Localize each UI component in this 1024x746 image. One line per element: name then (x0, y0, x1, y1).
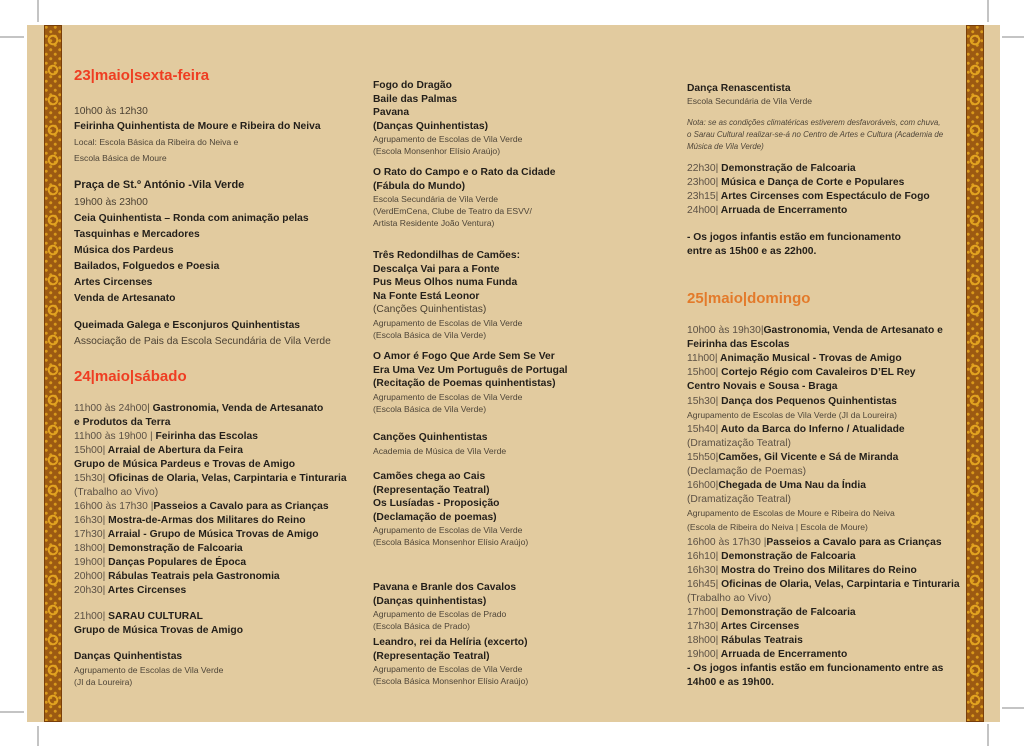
schedule-time: 19h00| (687, 649, 719, 661)
time-range: 10h00 às 12h30 (74, 106, 148, 117)
schedule-row (687, 592, 771, 605)
performance-genre: (Canções Quinhentistas) (373, 304, 487, 315)
schedule-row (687, 380, 838, 393)
schedule-row (74, 500, 329, 513)
schedule-row (687, 324, 943, 337)
event-title: Dança Renascentista (687, 83, 791, 94)
performance-organizer: (Escola Básica de Vila Verde) (373, 329, 487, 340)
brochure-page (27, 25, 1000, 722)
performance-title: (Declamação de poemas) (373, 511, 497, 523)
schedule-row (687, 190, 930, 203)
schedule-organizer (687, 409, 897, 422)
event-title: Danças Quinhentistas (74, 651, 183, 662)
schedule-row (687, 564, 917, 577)
performance-organizer: Agrupamento de Escolas de Vila Verde (373, 134, 523, 144)
schedule-text: Animação Musical - Trovas de Amigo (717, 353, 902, 365)
performance-organizer: (VerdEmCena, Clube de Teatro da ESVV/ (373, 206, 532, 216)
schedule-row (687, 634, 803, 647)
schedule-time: 11h00| (687, 353, 718, 365)
schedule-text: e Produtos da Terra (74, 417, 171, 428)
schedule-text: Danças Populares de Época (105, 557, 247, 568)
schedule-row (687, 451, 898, 464)
event-organizer: Agrupamento de Escolas de Vila Verde (74, 665, 224, 675)
program-item: Ceia Quinhentista – Ronda com animação pelas (74, 213, 309, 224)
schedule-time: 17h30| (687, 621, 719, 633)
games-note: entre as 15h00 e as 22h00. (687, 246, 817, 257)
schedule-row (687, 479, 866, 492)
schedule-time: 18h00| (74, 543, 106, 554)
program-item: Artes Circenses (74, 277, 153, 288)
schedule-row (74, 584, 186, 597)
schedule-row (74, 570, 280, 583)
schedule-text: Arraial - Grupo de Música Trovas de Amigo (105, 529, 319, 540)
schedule-time: (Dramatização Teatral) (687, 494, 791, 506)
schedule-text: Centro Novais e Sousa - Braga (687, 381, 838, 393)
schedule-time: 15h40| (687, 423, 719, 435)
weather-note: Nota: se as condições climatéricas estiverem desfavoráveis, com chuva, (687, 118, 941, 127)
schedule-time: 16h00 às 17h30 | (74, 501, 154, 512)
schedule-time: 16h10| (687, 550, 719, 562)
place-heading: Praça de St.º António -Vila Verde (74, 179, 245, 191)
program-item: Música dos Pardeus (74, 245, 174, 256)
performance-title: Descalça Vai para a Fonte (373, 263, 500, 275)
ornamental-border-left (44, 25, 62, 722)
schedule-text: Passeios a Cavalo para as Crianças (766, 536, 942, 548)
performance-title: (Representação Teatral) (373, 650, 490, 662)
performance-organizer: (Escola Monsenhor Elísio Araújo) (373, 146, 501, 156)
schedule-text: Arruada de Encerramento (718, 205, 848, 216)
schedule-time: 16h45| (687, 578, 719, 590)
schedule-row (687, 648, 847, 661)
crop-mark (0, 711, 24, 713)
games-note: - Os jogos infantis estão em funcionamento entre as (687, 663, 944, 674)
schedule-text: Gastronomia, Venda de Artesanato e (763, 325, 943, 336)
schedule-text: Artes Circenses (105, 585, 187, 596)
schedule-text: Demonstração de Falcoaria (105, 543, 243, 554)
performance-organizer: Agrupamento de Escolas de Vila Verde (373, 525, 523, 535)
schedule-row (74, 486, 158, 499)
performance-organizer: Agrupamento de Escolas de Vila Verde (373, 664, 523, 674)
schedule-text: Auto da Barca do Inferno / Atualidade (718, 423, 905, 435)
crop-mark (37, 0, 39, 22)
schedule-row (687, 578, 960, 591)
performance-title: Três Redondilhas de Camões: (373, 250, 521, 261)
schedule-time: (Trabalho ao Vivo) (687, 592, 772, 604)
schedule-row (687, 620, 799, 633)
day-heading-24-maio: 24|maio|sábado (74, 368, 187, 385)
schedule-time: 15h00| (74, 445, 106, 456)
schedule-time: 22h30| (687, 163, 719, 174)
performance-organizer: Agrupamento de Escolas de Vila Verde (373, 317, 523, 328)
schedule-text: Gastronomia, Venda de Artesanato (149, 403, 324, 414)
crop-mark (1002, 707, 1024, 709)
performance-organizer: Agrupamento de Escolas de Vila Verde (373, 391, 523, 402)
schedule-row (74, 458, 295, 471)
event-title: Queimada Galega e Esconjuros Quinhentistas (74, 320, 301, 331)
sarau-title: SARAU CULTURAL (105, 611, 203, 622)
schedule-organizer (687, 521, 868, 534)
performance-title: Baile das Palmas (373, 93, 458, 105)
weather-note: Música de Vila Verde) (687, 142, 764, 151)
performance-organizer: (Escola Básica de Vila Verde) (373, 403, 487, 414)
organizer-text: Agrupamento de Escolas de Vila Verde (JI da Loureira) (687, 409, 898, 420)
schedule-time: 15h30| (687, 395, 719, 407)
schedule-time: 11h00 às 19h00 | (74, 431, 153, 442)
program-item: Venda de Artesanato (74, 293, 176, 304)
performance-title: (Representação Teatral) (373, 484, 490, 496)
schedule-row (74, 402, 323, 415)
schedule-text: Oficinas de Olaria, Velas, Carpintaria e Tinturaria (105, 473, 347, 484)
performance-organizer: Agrupamento de Escolas de Prado (373, 609, 507, 619)
schedule-text: Mostra-de-Armas dos Militares do Reino (105, 515, 306, 526)
schedule-time: 15h50| (687, 451, 719, 463)
schedule-time: 17h30| (74, 529, 106, 540)
schedule-text: Feirinha das Escolas (152, 431, 258, 442)
performance-title: (Danças Quinhentistas) (373, 120, 489, 132)
organizer-text: Agrupamento de Escolas de Moure e Ribeira do Neiva (687, 508, 895, 519)
schedule-row (687, 465, 806, 478)
schedule-row (74, 514, 306, 527)
time-range: 19h00 às 23h00 (74, 197, 148, 208)
schedule-row (687, 423, 905, 436)
performance-title: Leandro, rei da Helíria (excerto) (373, 637, 528, 648)
performance-title: Pavana e Branle dos Cavalos (373, 582, 517, 593)
performance-title: Os Lusíadas - Proposição (373, 498, 500, 509)
ornamental-border-right (966, 25, 984, 722)
performance-title: Na Fonte Está Leonor (373, 290, 480, 302)
performance-title: (Recitação de Poemas quinhentistas) (373, 378, 556, 389)
schedule-row (74, 472, 347, 485)
schedule-time: 15h30| (74, 473, 106, 484)
program-item: Tasquinhas e Mercadores (74, 229, 200, 240)
schedule-text: Grupo de Música Pardeus e Trovas de Amigo (74, 459, 296, 470)
games-note: - Os jogos infantis estão em funcionamento (687, 232, 901, 243)
schedule-time: 16h00 às 17h30 | (687, 536, 767, 548)
performance-title: O Amor é Fogo Que Arde Sem Se Ver (373, 351, 555, 362)
schedule-text: Artes Circenses (718, 621, 800, 633)
schedule-text: Camões, Gil Vicente e Sá de Miranda (718, 451, 899, 463)
schedule-text: Música e Dança de Corte e Populares (718, 177, 905, 188)
schedule-time: 16h30| (74, 515, 106, 526)
performance-title: Pus Meus Olhos numa Funda (373, 277, 518, 288)
schedule-text: Cortejo Régio com Cavaleiros D’EL Rey (718, 367, 916, 379)
schedule-text: Passeios a Cavalo para as Crianças (153, 501, 329, 512)
schedule-row (687, 493, 791, 506)
schedule-organizer (687, 507, 895, 520)
day-heading-23-maio: 23|maio|sexta-feira (74, 67, 210, 84)
schedule-text: Rábulas Teatrais (718, 635, 803, 647)
schedule-time: 20h00| (74, 571, 106, 582)
schedule-row (74, 444, 243, 457)
schedule-time: 16h30| (687, 564, 719, 576)
day-heading-25-maio: 25|maio|domingo (687, 290, 811, 307)
schedule-row (74, 556, 246, 569)
schedule-text: Demonstração de Falcoaria (718, 163, 856, 174)
performance-organizer: (Escola Básica de Prado) (373, 621, 470, 631)
performance-organizer: Academia de Música de Vila Verde (373, 445, 507, 456)
performance-title: Fogo do Dragão (373, 80, 452, 91)
performance-organizer: (Escola Básica Monsenhor Elísio Araújo) (373, 676, 529, 686)
performance-organizer: Artista Residente João Ventura) (373, 218, 495, 228)
schedule-time: 23h15| (687, 191, 719, 202)
schedule-text: Demonstração de Falcoaria (718, 550, 856, 562)
schedule-row (687, 536, 942, 549)
sarau-time: 21h00| (74, 611, 106, 622)
performance-title: Canções Quinhentistas (373, 432, 488, 443)
schedule-row (687, 550, 856, 563)
crop-mark (987, 724, 989, 746)
schedule-text: Arraial de Abertura da Feira (105, 445, 244, 456)
schedule-text: Dança dos Pequenos Quinhentistas (718, 395, 897, 407)
performance-organizer: (Escola Básica Monsenhor Elísio Araújo) (373, 537, 529, 547)
performance-title: Camões chega ao Cais (373, 471, 486, 482)
schedule-time: 23h00| (687, 177, 719, 188)
program-item: Bailados, Folguedos e Poesia (74, 261, 220, 272)
schedule-time: 20h30| (74, 585, 106, 596)
crop-mark (1002, 36, 1024, 38)
schedule-text: Demonstração de Falcoaria (718, 607, 856, 618)
sarau-group: Grupo de Música Trovas de Amigo (74, 625, 243, 636)
schedule-row (687, 606, 856, 619)
schedule-row (687, 338, 789, 351)
schedule-row (687, 352, 902, 365)
schedule-time: 18h00| (687, 635, 719, 647)
schedule-text: Chegada de Uma Nau da Índia (718, 480, 866, 492)
event-title: Feirinha Quinhentista de Moure e Ribeira do Neiva (74, 121, 321, 132)
schedule-time: 15h00| (687, 367, 719, 379)
organizer-text: (Escola de Ribeira do Neiva | Escola de Moure) (687, 522, 868, 533)
schedule-row (687, 162, 856, 175)
schedule-row (687, 437, 791, 450)
schedule-row (74, 416, 171, 429)
performance-title: (Fábula do Mundo) (373, 180, 466, 192)
event-organizer: Associação de Pais da Escola Secundária de Vila Verde (74, 336, 331, 347)
schedule-text: Arruada de Encerramento (718, 649, 848, 661)
weather-note: o Sarau Cultural realizar-se-á no Centro de Artes e Cultura (Academia de (687, 130, 944, 139)
schedule-text: Artes Circenses com Espectáculo de Fogo (718, 191, 930, 202)
schedule-time: (Trabalho ao Vivo) (74, 487, 159, 498)
performance-title: (Danças quinhentistas) (373, 595, 487, 607)
schedule-text: Feirinha das Escolas (687, 339, 790, 351)
sarau-row (74, 610, 203, 623)
event-organizer: (JI da Loureira) (74, 677, 133, 687)
crop-mark (37, 726, 39, 746)
crop-mark (987, 0, 989, 22)
schedule-time: 16h00| (687, 480, 719, 492)
crop-mark (0, 36, 24, 38)
schedule-time: 19h00| (74, 557, 106, 568)
schedule-row (74, 430, 258, 443)
event-location: Local: Escola Básica da Ribeira do Neiva e (74, 137, 239, 147)
schedule-time: 24h00| (687, 205, 719, 216)
schedule-text: Rábulas Teatrais pela Gastronomia (105, 571, 280, 582)
performance-title: Era Uma Vez Um Português de Portugal (373, 364, 568, 376)
performance-title: Pavana (373, 107, 410, 118)
schedule-time: (Dramatização Teatral) (687, 437, 791, 449)
schedule-row (687, 395, 897, 408)
schedule-time: 10h00 às 19h30| (687, 325, 764, 336)
schedule-text: Oficinas de Olaria, Velas, Carpintaria e Tinturaria (718, 578, 960, 590)
event-organizer: Escola Secundária de Vila Verde (687, 96, 813, 106)
schedule-row (687, 176, 904, 189)
schedule-row (74, 542, 243, 555)
performance-title: O Rato do Campo e o Rato da Cidade (373, 167, 556, 178)
games-note: 14h00 e as 19h00. (687, 677, 775, 688)
schedule-time: 17h00| (687, 607, 719, 618)
schedule-row (74, 528, 319, 541)
performance-organizer: Escola Secundária de Vila Verde (373, 194, 499, 204)
event-location: Escola Básica de Moure (74, 153, 167, 163)
schedule-row (687, 366, 916, 379)
schedule-time: (Declamação de Poemas) (687, 466, 807, 477)
schedule-time: 11h00 às 24h00| (74, 403, 150, 414)
schedule-text: Mostra do Treino dos Militares do Reino (718, 564, 917, 576)
schedule-row (687, 204, 847, 217)
